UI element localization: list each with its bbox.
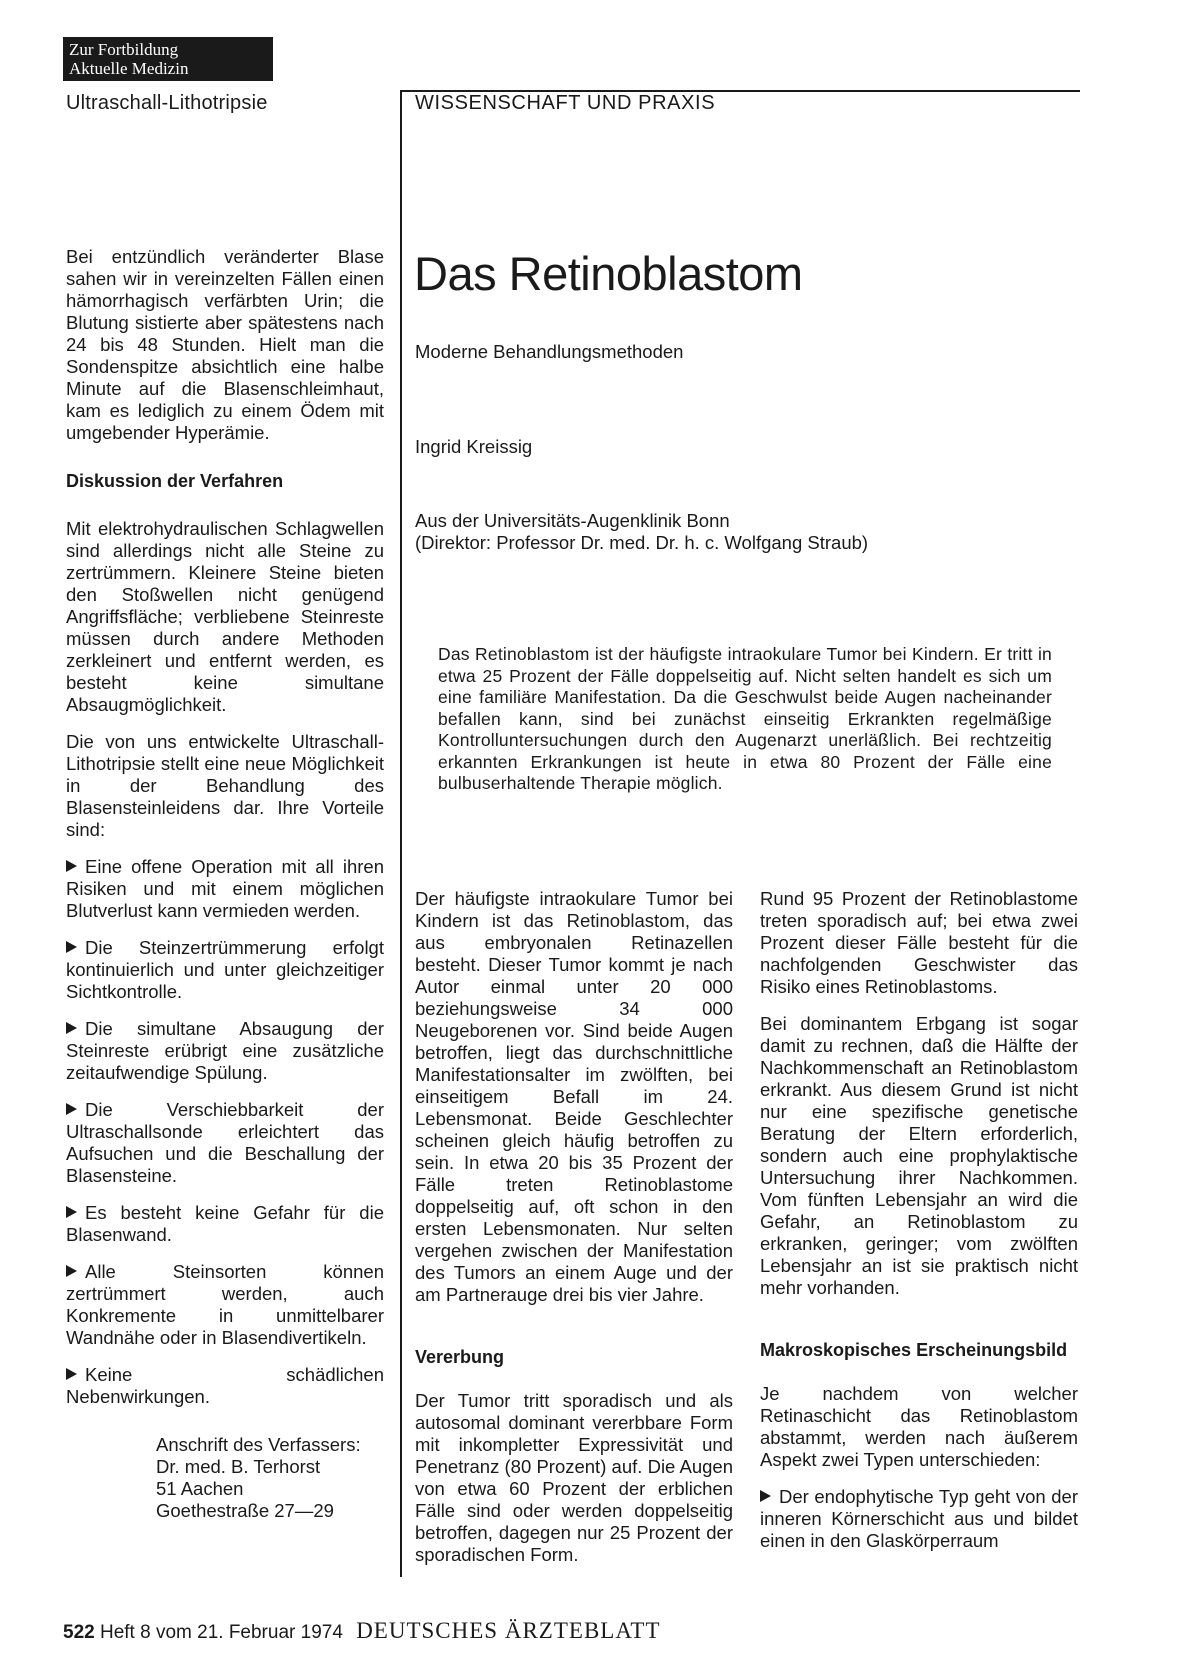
badge-line-2: Aktuelle Medizin [69,59,189,78]
list-item: Die Steinzertrümmerung erfolgt kontinuierlich und unter gleichzeitiger Sichtkontrolle. [66,937,384,1002]
triangle-bullet-icon [66,1265,77,1277]
affiliation-line-2: (Direktor: Professor Dr. med. Dr. h. c. Wolfgang Straub) [415,532,869,553]
page-footer [63,1618,661,1644]
left-column [66,246,384,1522]
list-item: Die Verschiebbarkeit der Ultraschallsonde erleichtert das Aufsuchen und die Beschallung der Blasensteine. [66,1099,384,1186]
badge-line-1: Zur Fortbildung [69,40,179,59]
author-affiliation [415,510,868,554]
triangle-bullet-icon [66,941,77,953]
page-number: 522 [63,1622,95,1643]
list-item: Alle Steinsorten können zertrümmert werden, auch Konkremente in unmittelbarer Wandnähe oder in Blasendivertikeln. [66,1261,384,1348]
left-para-3: Die von uns entwickelte Ultraschall-Lithotripsie stellt eine neue Möglichkeit in der Behandlung des Blasensteinleidens dar. Ihre Vorteile sind: [66,731,384,840]
middle-heading: Vererbung [415,1347,505,1367]
left-heading: Diskussion der Verfahren [66,471,284,491]
article-title: Das Retinoblastom [414,247,803,300]
triangle-bullet-icon [66,1103,77,1115]
address-line: Dr. med. B. Terhorst [156,1456,321,1477]
running-head-right: WISSENSCHAFT UND PRAXIS [415,92,716,114]
middle-column [415,888,733,1581]
triangle-bullet-icon [66,1022,77,1034]
list-item: Eine offene Operation mit all ihren Risiken und mit einem möglichen Blutverlust kann vermieden werden. [66,856,384,921]
middle-para-2: Der Tumor tritt sporadisch und als autosomal dominant vererbbare Form mit inkompletter Expressivität und Penetranz (80 Prozent) auf. Die Augen von etwa 60 Prozent der erblichen Fälle sind oder werden doppelseitig betroffen, dagegen nur 25 Prozent der sporadischen Form. [415,1390,733,1565]
issue-info: Heft 8 vom 21. Februar 1974 [99,1622,343,1643]
list-item: Es besteht keine Gefahr für die Blasenwand. [66,1202,384,1245]
advantages-list [66,856,384,1408]
left-para-1: Bei entzündlich veränderter Blase sahen wir in vereinzelten Fällen einen hämorrhagisch verfärbten Urin; die Blutung sistierte aber spätestens nach 24 bis 48 Stunden. Hielt man die Sondenspitze absichtlich eine halbe Minute auf die Blasenschleimhaut, kam es lediglich zu einem Ödem mit umgebender Hyperämie. [66,246,384,443]
author-address [156,1434,384,1522]
triangle-bullet-icon [760,1490,771,1502]
affiliation-line-1: Aus der Universitäts-Augenklinik Bonn [415,510,730,531]
header-rule [400,90,1080,92]
middle-para-1: Der häufigste intraokulare Tumor bei Kindern ist das Retinoblastom, das aus embryonalen Retinazellen besteht. Dieser Tumor kommt je nach Autor einmal unter 20 000 beziehungsweise 34 000 Neugeborenen vor. Sind beide Augen betroffen, liegt das durchschnittliche Manifestationsalter im zwölften, bei einseitigem Befall im 24. Lebensmonat. Beide Geschlechter scheinen gleich häufig betroffen zu sein. In etwa 20 bis 35 Prozent der Fälle treten Retinoblastome doppelseitig auf, oft schon in den ersten Lebensmonaten. Nur selten vergehen zwischen der Manifestation des Tumors an einem Auge und der am Partnerauge drei bis vier Jahre. [415,888,733,1305]
address-line: 51 Aachen [156,1478,244,1499]
section-badge [63,37,273,81]
running-head-left: Ultraschall-Lithotripsie [66,92,268,114]
article-subtitle: Moderne Behandlungsmethoden [415,341,684,362]
article-author: Ingrid Kreissig [415,436,533,457]
list-item: Die simultane Absaugung der Steinreste erübrigt eine zusätzliche zeitaufwendige Spülung. [66,1018,384,1083]
address-line: Anschrift des Verfassers: [156,1434,361,1455]
triangle-bullet-icon [66,1368,77,1380]
right-para-1: Rund 95 Prozent der Retinoblastome treten sporadisch auf; bei etwa zwei Prozent dieser Fälle besteht für die nachfolgenden Geschwister das Risiko eines Retinoblastoms. [760,888,1078,997]
left-para-2: Mit elektrohydraulischen Schlagwellen sind allerdings nicht alle Steine zu zertrümmern. Kleinere Steine bieten den Stoßwellen nicht genügend Angriffsfläche; verbliebene Steinreste müssen durch andere Methoden zerkleinert und entfernt werden, es besteht keine simultane Absaugmöglichkeit. [66,518,384,715]
right-para-2: Bei dominantem Erbgang ist sogar damit zu rechnen, daß die Hälfte der Nachkommenschaft an Retinoblastom erkrankt. Aus diesem Grund ist nicht nur eine spezifische genetische Beratung der Eltern erforderlich, sondern auch eine prophylaktische Untersuchung ihrer Nachkommen. Vom fünften Lebensjahr an wird die Gefahr, an Retinoblastom zu erkranken, geringer; vom zwölften Lebensjahr an ist sie praktisch nicht mehr vorhanden. [760,1013,1078,1298]
column-divider [400,90,402,1577]
right-heading: Makroskopisches Erscheinungsbild [760,1340,1068,1360]
article-abstract: Das Retinoblastom ist der häufigste intraokulare Tumor bei Kindern. Er tritt in etwa 25 Prozent der Fälle doppelseitig auf. Nicht selten handelt es sich um eine familiäre Manifestation. Da die Geschwulst beide Augen nacheinander befallen kann, sind bei zunächst einseitig Erkrankten regelmäßige Kontrolluntersuchungen durch den Augenarzt unerläßlich. Bei rechtzeitig erkannten Erkrankungen ist heute in etwa 80 Prozent der Fälle eine bulbuserhaltende Therapie möglich. [438,644,1052,793]
list-item: Keine schädlichen Nebenwirkungen. [66,1364,384,1407]
triangle-bullet-icon [66,1206,77,1218]
right-para-3: Je nachdem von welcher Retinaschicht das Retinoblastom abstammt, werden nach äußerem Aspekt zwei Typen unterschieden: [760,1383,1078,1470]
triangle-bullet-icon [66,860,77,872]
list-item: Der endophytische Typ geht von der inneren Körnerschicht aus und bildet einen in den Glaskörperraum [760,1486,1078,1551]
right-column [760,888,1078,1567]
address-line: Goethestraße 27—29 [156,1500,334,1521]
journal-name: DEUTSCHES ÄRZTEBLATT [356,1618,661,1643]
